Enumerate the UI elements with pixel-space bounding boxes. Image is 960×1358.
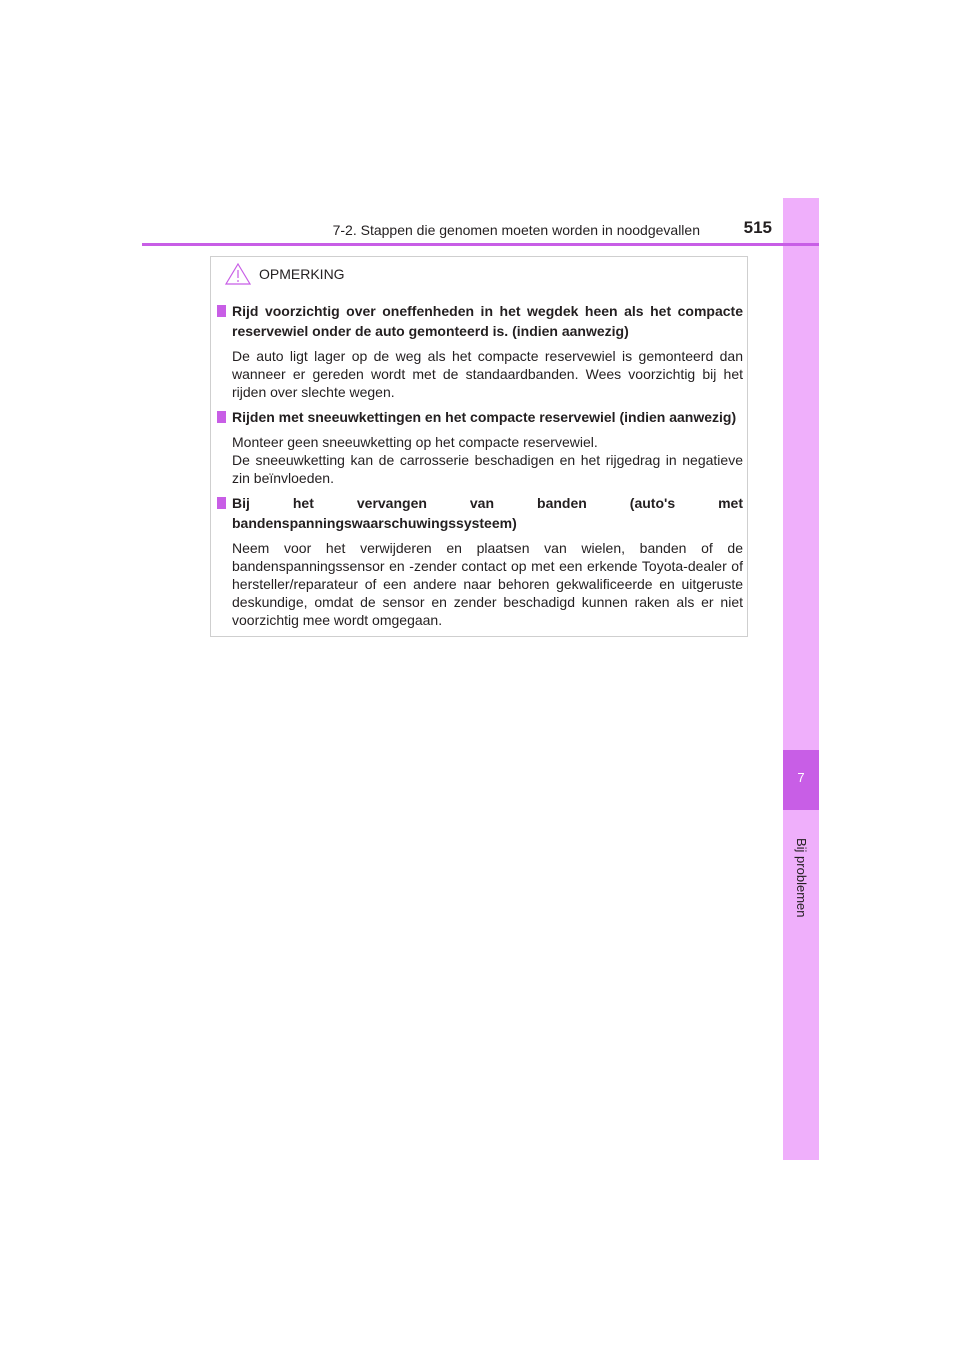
notice-item	[217, 407, 743, 487]
notice-item	[217, 301, 743, 401]
bullet-square-icon	[217, 305, 226, 317]
notice-item-text: Neem voor het verwijderen en plaatsen van wielen, banden of de bandenspanningssensor en -zender contact op met een erkende Toyota-dealer of hersteller/reparateur of een andere naar behoren gekwalificeerde en uitgeruste deskundige, omdat de sensor en zender beschadigd kunnen raken als er niet voorzichtig mee wordt omgegaan.	[232, 540, 743, 628]
bullet-square-icon	[217, 497, 226, 509]
notice-item	[217, 493, 743, 629]
chapter-label: Bij problemen	[794, 838, 809, 918]
notice-item-text: Monteer geen sneeuwketting op het compacte reservewiel.	[232, 434, 598, 450]
page-number: 515	[743, 218, 772, 237]
header-divider	[142, 243, 819, 246]
notice-item-title: Bij het vervangen van banden (auto's met bandenspanningswaarschuwingssysteem)	[232, 495, 743, 531]
notice-box	[210, 256, 748, 637]
notice-item-title: Rijden met sneeuwkettingen en het compacte reservewiel (indien aanwezig)	[232, 409, 737, 425]
notice-item-text: De sneeuwketting kan de carrosserie beschadigen en het rijgedrag in negatieve zin beïnvloeden.	[232, 452, 743, 486]
notice-header	[225, 263, 345, 285]
notice-items	[217, 301, 743, 635]
warning-triangle-icon	[225, 263, 251, 285]
notice-item-text: De auto ligt lager op de weg als het compacte reservewiel is gemonteerd dan wanneer er gereden wordt met de standaardbanden. Wees voorzichtig bij het rijden over slechte wegen.	[232, 348, 743, 400]
chapter-number: 7	[797, 770, 805, 785]
section-title: 7-2. Stappen die genomen moeten worden in noodgevallen	[332, 222, 700, 238]
bullet-square-icon	[217, 411, 226, 423]
notice-title: OPMERKING	[259, 266, 345, 282]
side-chapter-tab	[783, 198, 819, 1160]
notice-item-title: Rijd voorzichtig over oneffenheden in het wegdek heen als het compacte reservewiel onder de auto gemonteerd is. (indien aanwezig)	[232, 303, 743, 339]
